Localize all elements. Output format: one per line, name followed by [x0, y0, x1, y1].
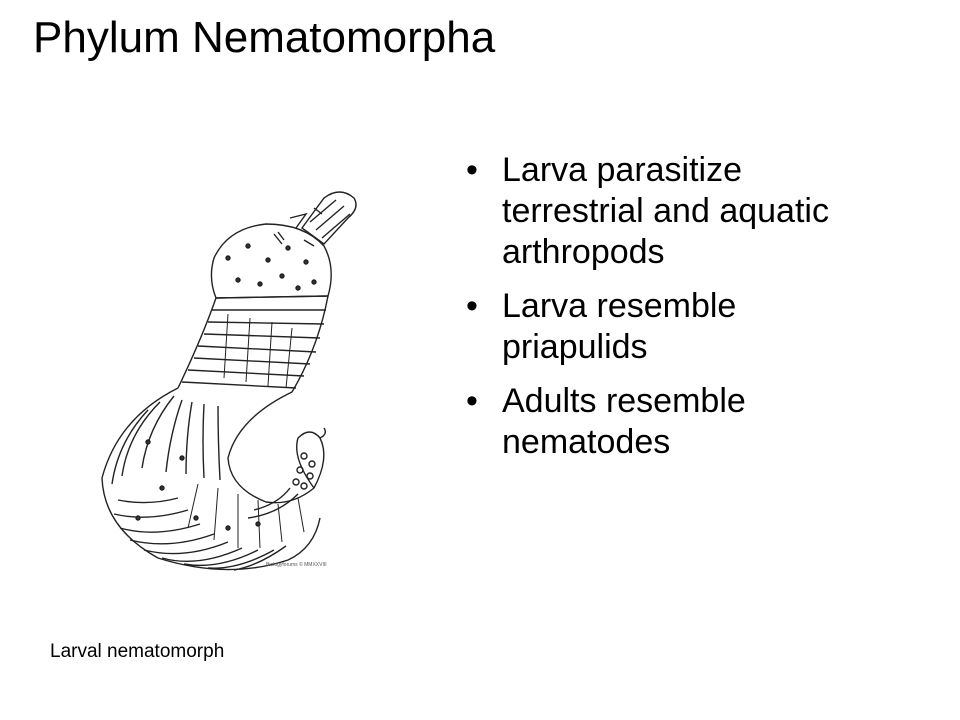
bullet-text: Adults resemble nematodes — [502, 382, 746, 461]
bullet-item — [466, 381, 886, 463]
preseptum-drawing — [211, 224, 331, 298]
bullet-item — [466, 286, 886, 368]
larval-nematomorph-illustration — [78, 188, 398, 580]
bullet-text: Larva resemble priapulids — [502, 287, 737, 366]
bullet-list — [466, 150, 886, 476]
tail-drawing — [248, 428, 325, 518]
proboscis-drawing — [290, 192, 356, 246]
body-rings-drawing — [102, 388, 320, 570]
bullet-marker: • — [466, 151, 478, 189]
bullet-text: Larva parasitize terrestrial and aquatic arthropods — [502, 151, 829, 271]
bullet-marker: • — [466, 287, 478, 325]
bullet-item — [466, 150, 886, 273]
bullet-marker: • — [466, 382, 478, 420]
figure-caption: Larval nematomorph — [50, 641, 225, 662]
neck-rings-drawing — [178, 296, 328, 392]
credit-stamp: Biologyforums © MMXXVIII — [266, 562, 327, 568]
slide-title: Phylum Nematomorpha — [33, 13, 496, 62]
